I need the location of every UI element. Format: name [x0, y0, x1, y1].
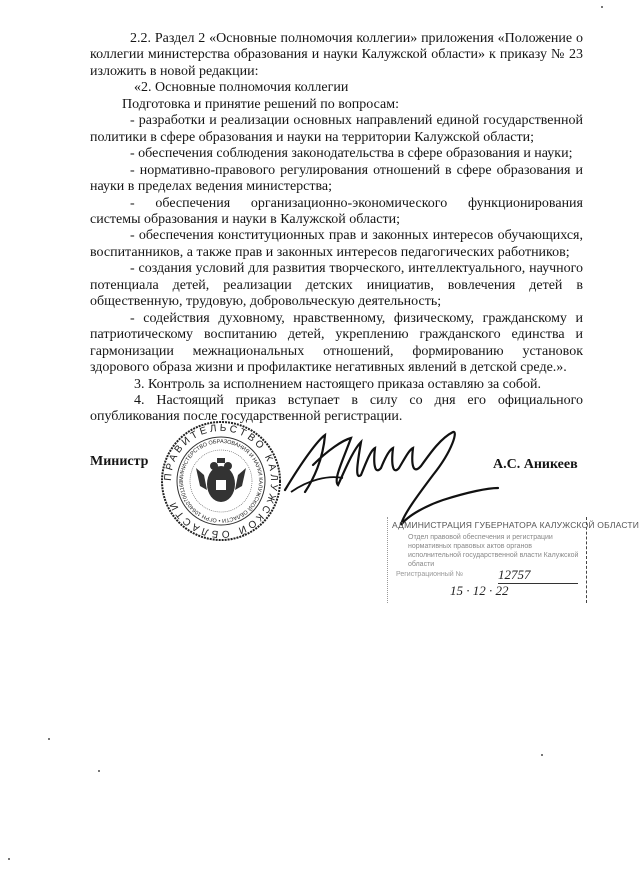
list-item: - обеспечения организационно-экономического функционирования системы образования и науки в Калужской области; [90, 195, 583, 227]
registration-number: 12757 [498, 567, 578, 584]
list-item: - разработки и реализации основных направлений единой государственной политики в сфере образования и науки на территории Калужской области; [90, 113, 583, 145]
coat-of-arms-icon [196, 458, 246, 502]
document-body [90, 31, 583, 426]
stamp-description: Отдел правовой обеспечения и регистрации нормативных правовых актов органов исполнительной государственной власти Калужской области [408, 534, 579, 568]
signer-position: Министр [90, 454, 149, 469]
list-item: - обеспечения конституционных прав и законных интересов обучающихся, воспитанников, а также прав и законных интересов педагогических работников; [90, 228, 583, 260]
list-item: - содействия духовному, нравственному, физическому, гражданскому и патриотическому воспитанию детей, укреплению гражданского единства и гармонизации межнациональных отношений, формированию установок здорового образа жизни и профилактике негативных явлений в детской среде.». [90, 310, 583, 376]
section-heading: «2. Основные полномочия коллегии [134, 80, 349, 96]
list-item: - создания условий для развития творческого, интеллектуального, научного потенциала детей, реализации детских инициатив, вовлечения детей в общественную, трудовую, добровольческую деятельность; [90, 261, 583, 310]
registration-stamp [387, 517, 640, 603]
list-item: - нормативно-правового регулирования отношений в сфере образования и науки в пределах ведения министерства; [90, 162, 583, 195]
seal-outer-text: ПРАВИТЕЛЬСТВО КАЛУЖСКОЙ ОБЛАСТИ [162, 422, 280, 540]
seal-inner-text: МИНИСТЕРСТВО ОБРАЗОВАНИЯ И НАУКИ КАЛУЖСКОЙ ОБЛАСТИ • ОГРН 1064027001168 [178, 438, 264, 524]
handwritten-signature [283, 420, 523, 530]
registration-date: 15 · 12 · 22 [450, 583, 509, 598]
paragraph-4: 4. Настоящий приказ вступает в силу со дня его официального опубликования после государственной регистрации. [90, 392, 583, 425]
official-seal [160, 420, 282, 542]
paragraph-2-2: 2.2. Раздел 2 «Основные полномочия коллегии» приложения «Положение о коллегии министерства образования и науки Калужской области» к приказу № 23 изложить в новой редакции: [90, 31, 583, 79]
stamp-header: АДМИНИСТРАЦИЯ ГУБЕРНАТОРА КАЛУЖСКОЙ ОБЛАСТИ [392, 520, 640, 530]
paragraph-3: 3. Контроль за исполнением настоящего приказа оставляю за собой. [134, 376, 542, 392]
list-item: - обеспечения соблюдения законодательства в сфере образования и науки; [130, 146, 573, 162]
paragraph-intro: Подготовка и принятие решений по вопросам: [122, 96, 399, 112]
signer-name: А.С. Аникеев [493, 457, 578, 472]
stamp-number-label: Регистрационный № [396, 571, 464, 578]
